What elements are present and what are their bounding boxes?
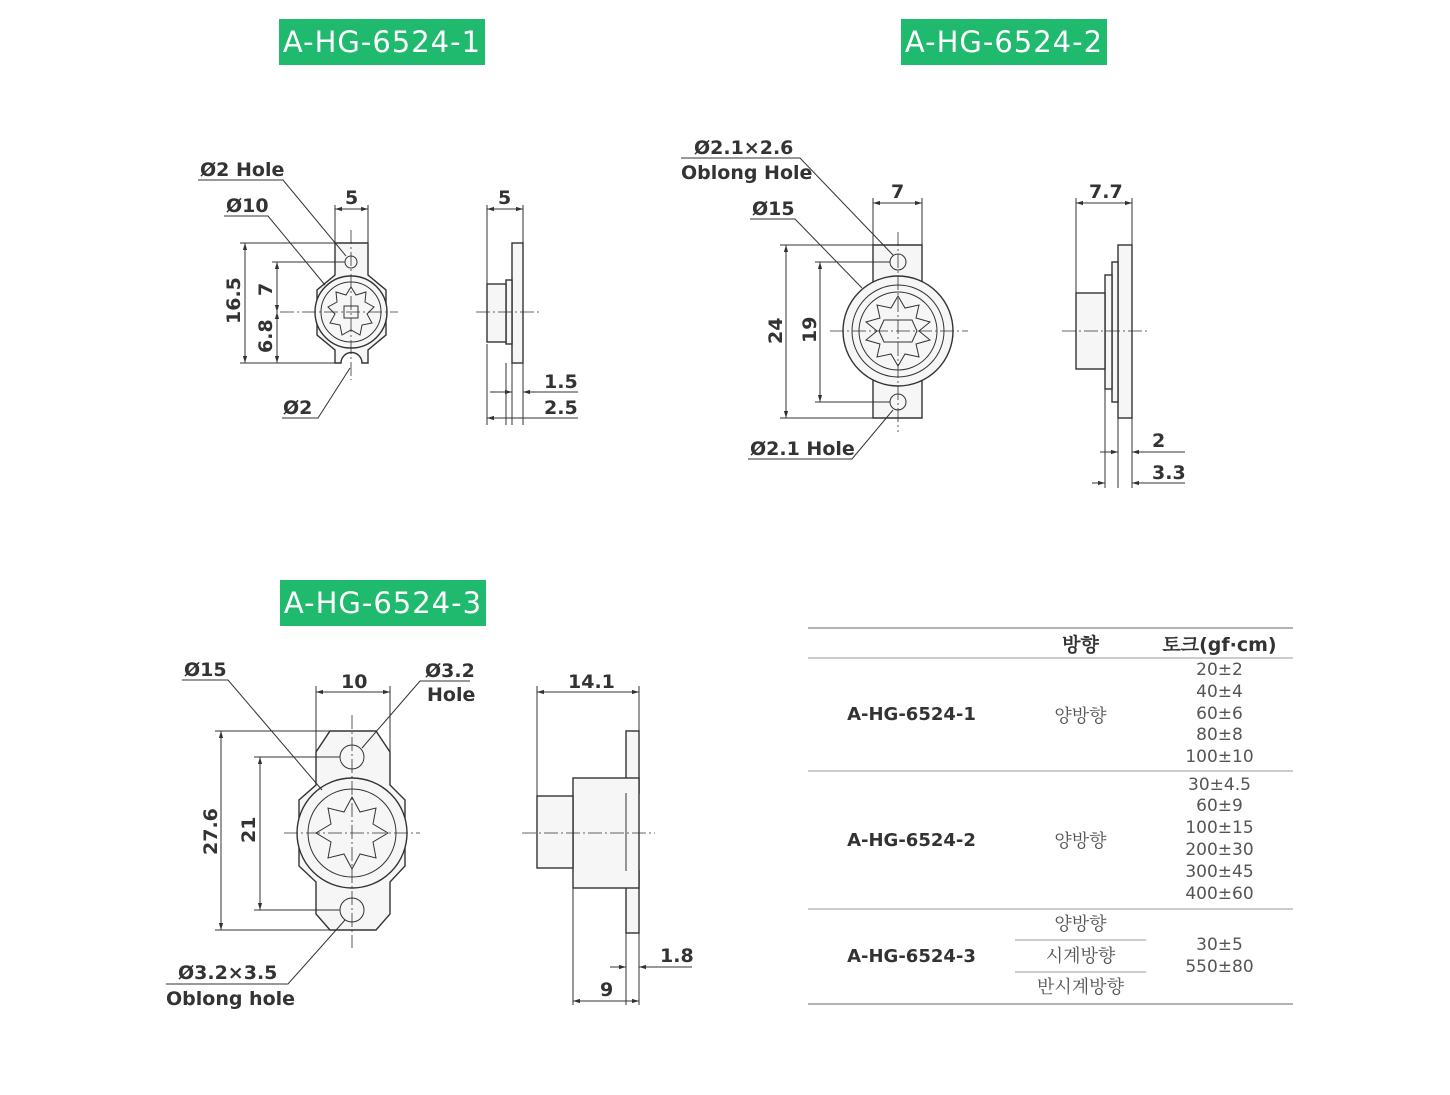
dim-side-w: 7.7: [1089, 181, 1123, 203]
callout-hole-1: Ø3.2: [425, 660, 475, 682]
drawing-2-side-view: [1062, 181, 1186, 488]
table-row: [808, 658, 1293, 771]
dim-h21: 21: [238, 816, 260, 843]
callout-hole: Ø2.1 Hole: [750, 438, 855, 460]
model-cell: A-HG-6524-2: [847, 829, 976, 851]
callout-hole-2: Hole: [427, 684, 476, 706]
model-cell: A-HG-6524-3: [847, 946, 976, 967]
dim-t18: 1.8: [660, 945, 694, 967]
callout-oblong-1: Ø2.1×2.6: [694, 137, 794, 159]
header-torque: 토크(gf·cm): [1162, 633, 1277, 656]
dim-w7: 7: [891, 181, 905, 203]
callout-hole: Ø2 Hole: [200, 159, 285, 181]
callout-dia10: Ø10: [226, 195, 269, 217]
table-row: [808, 771, 1293, 909]
dim-t33: 3.3: [1152, 462, 1186, 484]
table-row: [808, 909, 1293, 1004]
title-badge-3: A-HG-6524-3: [280, 580, 486, 626]
callout-dia15: Ø15: [752, 198, 795, 220]
dim-t15: 1.5: [544, 371, 578, 393]
dim-side-w5: 5: [498, 187, 512, 209]
dim-h24: 24: [765, 317, 787, 344]
torque-table: [808, 628, 1293, 1004]
title-badge-2: A-HG-6524-2: [901, 19, 1107, 65]
direction-cell: 양방향: [1054, 705, 1107, 727]
callout-d2: Ø2: [283, 397, 313, 419]
dim-h276: 27.6: [200, 808, 222, 855]
model-cell: A-HG-6524-1: [847, 704, 976, 725]
dim-t9: 9: [600, 979, 614, 1001]
dim-h68: 6.8: [255, 319, 277, 353]
dim-h7: 7: [255, 282, 277, 296]
dim-h165: 16.5: [223, 277, 245, 324]
drawing-2-front-view: [681, 137, 968, 460]
dim-side-w: 14.1: [568, 671, 615, 693]
dim-w10: 10: [341, 671, 368, 693]
torque-cell: 30±5 550±80: [1185, 934, 1254, 977]
drawing-3-side-view: [522, 671, 694, 1005]
drawing-3-front-view: [166, 659, 475, 1010]
torque-cell: 30±4.5 60±9 100±15 200±30 300±45 400±60: [1185, 774, 1254, 904]
title-badge-1: A-HG-6524-1: [279, 19, 485, 65]
callout-oblong-2: Oblong hole: [166, 988, 296, 1010]
header-direction: 방향: [1062, 633, 1099, 656]
drawing-1-side-view: [476, 187, 578, 425]
drawing-1-front-view: [198, 159, 398, 419]
direction-cell: 양방향: [1054, 831, 1107, 852]
dim-t25: 2.5: [544, 397, 578, 419]
direction-cell: 양방향 시계방향 반시계방향: [1037, 914, 1124, 999]
callout-oblong-1: Ø3.2×3.5: [178, 962, 278, 984]
dim-w5: 5: [345, 187, 359, 209]
torque-cell: 20±2 40±4 60±6 80±8 100±10: [1185, 660, 1254, 768]
dim-t2: 2: [1152, 430, 1166, 452]
dim-h19: 19: [799, 316, 821, 343]
callout-dia15: Ø15: [184, 659, 227, 681]
callout-oblong-2: Oblong Hole: [681, 162, 813, 184]
